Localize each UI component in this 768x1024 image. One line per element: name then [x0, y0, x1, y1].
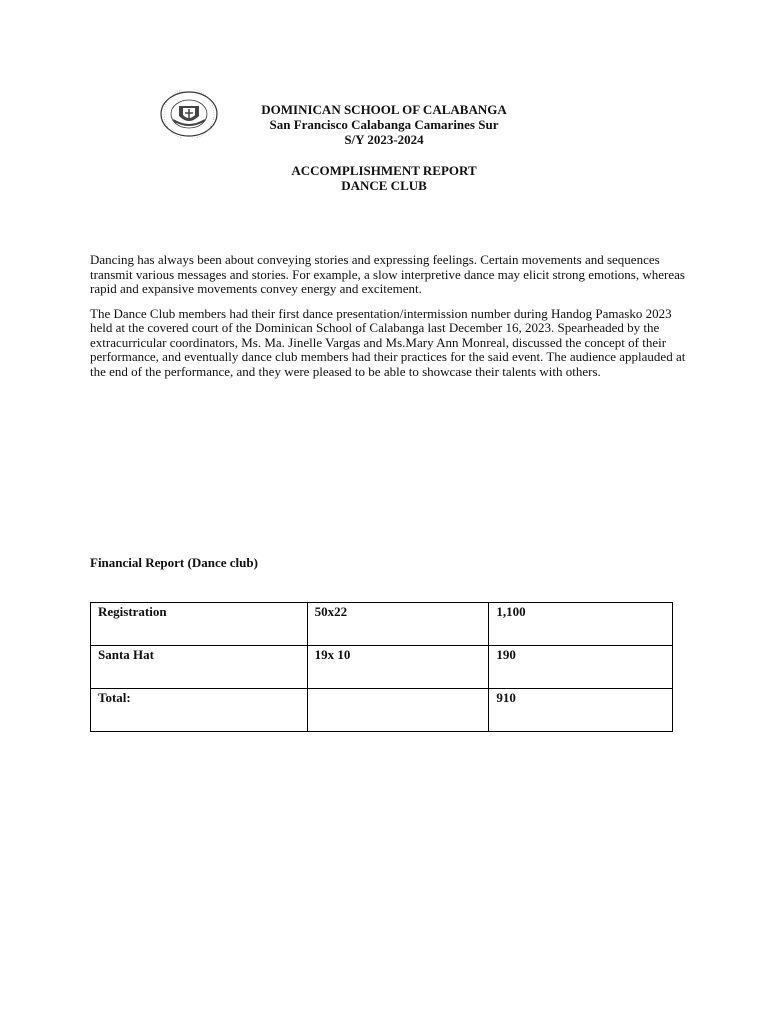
computation-cell — [307, 689, 489, 732]
school-address: San Francisco Calabanga Camarines Sur — [269, 117, 499, 132]
item-cell: Total: — [91, 689, 308, 732]
table-row — [91, 646, 673, 689]
financial-table — [90, 602, 673, 732]
school-header — [200, 102, 568, 147]
amount-cell: 190 — [489, 646, 673, 689]
item-cell: Santa Hat — [91, 646, 308, 689]
paragraph: The Dance Club members had their first dance presentation/intermission number during Handog Pamasko 2023 held at the covered court of the Dominican School of Calabanga last December 16, 2023. Spearheaded by the extracurricular coordinators, Ms. Ma. Jinelle Vargas and Ms.Mary Ann Monreal, discussed the concept of their performance, and eventually dance club members had their practices for the said event. The audience applauded at the end of the performance, and they were pleased to be able to showcase their talents with others. — [90, 305, 686, 379]
table-row — [91, 689, 673, 732]
report-subtitle: DANCE CLUB — [341, 178, 427, 193]
item-cell: Registration — [91, 603, 308, 646]
computation-cell: 19x 10 — [307, 646, 489, 689]
financial-report-heading: Financial Report (Dance club) — [90, 555, 258, 570]
computation-cell: 50x22 — [307, 603, 489, 646]
amount-cell: 910 — [489, 689, 673, 732]
school-year: S/Y 2023-2024 — [344, 132, 424, 147]
report-title: ACCOMPLISHMENT REPORT — [291, 163, 477, 178]
amount-cell: 1,100 — [489, 603, 673, 646]
report-title-block — [200, 163, 568, 193]
table-row — [91, 603, 673, 646]
school-name: DOMINICAN SCHOOL OF CALABANGA — [261, 102, 507, 117]
paragraph: Dancing has always been about conveying stories and expressing feelings. Certain movements and sequences transmit various messages and stories. For example, a slow interpretive dance may elicit strong emotions, whereas rapid and expansive movements convey energy and excitement. — [90, 252, 685, 296]
report-body — [90, 253, 690, 389]
